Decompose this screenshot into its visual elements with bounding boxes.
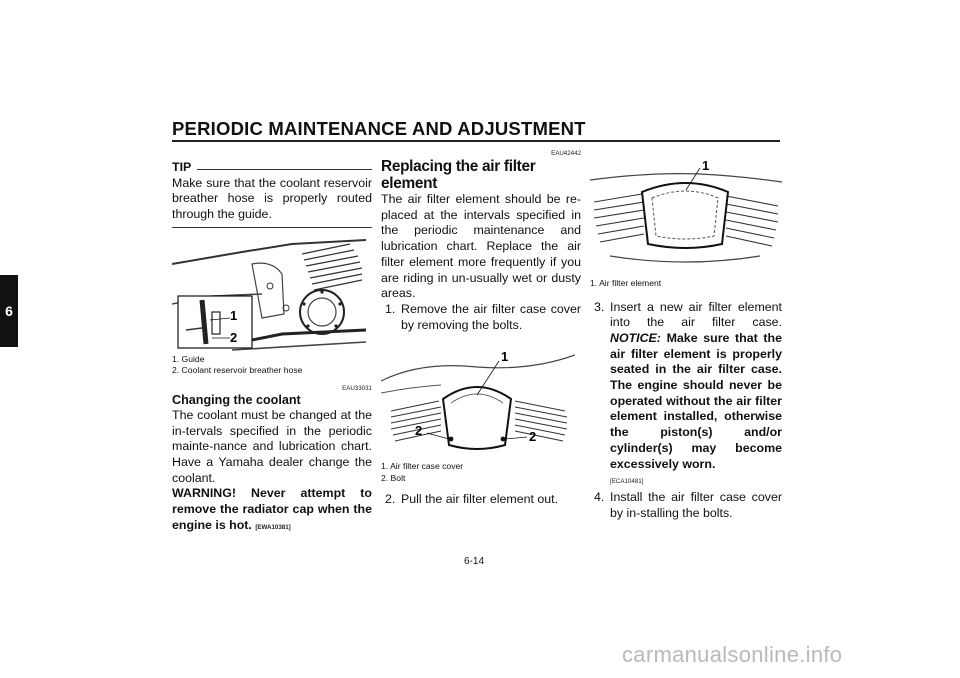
- coolant-text: The coolant must be changed at the in-tervals specified in the periodic mainte-nance and lubrication chart. Have a Yamaha dealer change the coolant.: [172, 407, 372, 485]
- page-title: PERIODIC MAINTENANCE AND ADJUSTMENT: [172, 118, 586, 139]
- callout-1: 1: [702, 158, 710, 173]
- step-number: 1.: [385, 301, 396, 316]
- tip-divider: [172, 227, 372, 228]
- section-title-air-filter: Replacing the air filter element: [381, 158, 536, 192]
- page-number: 6-14: [464, 556, 485, 567]
- header-rule: [172, 140, 780, 142]
- step-3-text: Insert a new air filter element into the air filter case.: [610, 299, 782, 330]
- step-number: 3.: [594, 299, 605, 314]
- tip-heading: [172, 160, 372, 176]
- figure-captions: [590, 278, 782, 290]
- step-number: 4.: [594, 489, 605, 504]
- figure-captions: [381, 461, 581, 484]
- tip-text: Make sure that the coolant reservoir breather hose is properly routed through the guide.: [172, 175, 372, 222]
- column-middle: [381, 150, 581, 508]
- caption-item: 2. Bolt: [381, 472, 406, 483]
- tip-label: TIP: [172, 160, 192, 174]
- step-number: 2.: [385, 492, 396, 507]
- step-text: Remove the air filter case cover by removing the bolts.: [401, 301, 581, 332]
- section-code: EAU42442: [551, 150, 581, 157]
- step-4: [590, 490, 782, 521]
- caption-item: 1. Air filter case cover: [381, 461, 464, 472]
- section-title-coolant: Changing the coolant: [172, 392, 301, 407]
- callout-1: 1: [501, 349, 509, 365]
- callout-2: 2: [415, 423, 423, 439]
- step-text: Pull the air filter element out.: [401, 492, 559, 507]
- watermark: carmanualsonline.info: [622, 642, 843, 667]
- caption-item: 2. Coolant reservoir breather hose: [172, 365, 303, 376]
- section-code: EAU33031: [342, 384, 372, 392]
- figure-air-filter-cover: [381, 341, 581, 459]
- figure-coolant-hose: [172, 234, 372, 352]
- callout-2: 2: [230, 329, 238, 345]
- step-1: [381, 302, 581, 333]
- step-3: [590, 300, 782, 473]
- notice-label: NOTICE:: [610, 330, 661, 345]
- chapter-tab: 6: [0, 275, 18, 347]
- coolant-warning: [172, 486, 372, 535]
- warning-code: [EWA10381]: [255, 523, 291, 531]
- caption-item: 1. Air filter element: [590, 278, 662, 288]
- step-2: [381, 492, 581, 508]
- notice-text: Make sure that the air filter element is properly seated in the air filter case. The engine should never be operated without the air filter element installed, otherwise the piston(s) and/or cylinder(s) may become excessively worn.: [610, 330, 782, 471]
- step-text: Install the air filter case cover by in-stalling the bolts.: [610, 489, 782, 520]
- caption-item: 1. Guide: [172, 353, 205, 364]
- notice-code: [ECA10481]: [610, 478, 644, 486]
- warning-text: WARNING! Never attempt to remove the radiator cap when the engine is hot.: [172, 486, 372, 532]
- column-left: [172, 160, 372, 535]
- callout-2: 2: [529, 429, 537, 445]
- callout-1: 1: [230, 307, 238, 323]
- step-text: [610, 300, 782, 473]
- column-right: [590, 152, 782, 521]
- figure-captions: [172, 354, 372, 377]
- figure-air-filter-element: [590, 152, 782, 276]
- air-filter-intro: The air filter element should be re-placed at the intervals specified in the periodic maintenance and lubrication chart. Replace the air filter element more frequently if you are riding in un-usually wet or dusty areas.: [381, 192, 581, 301]
